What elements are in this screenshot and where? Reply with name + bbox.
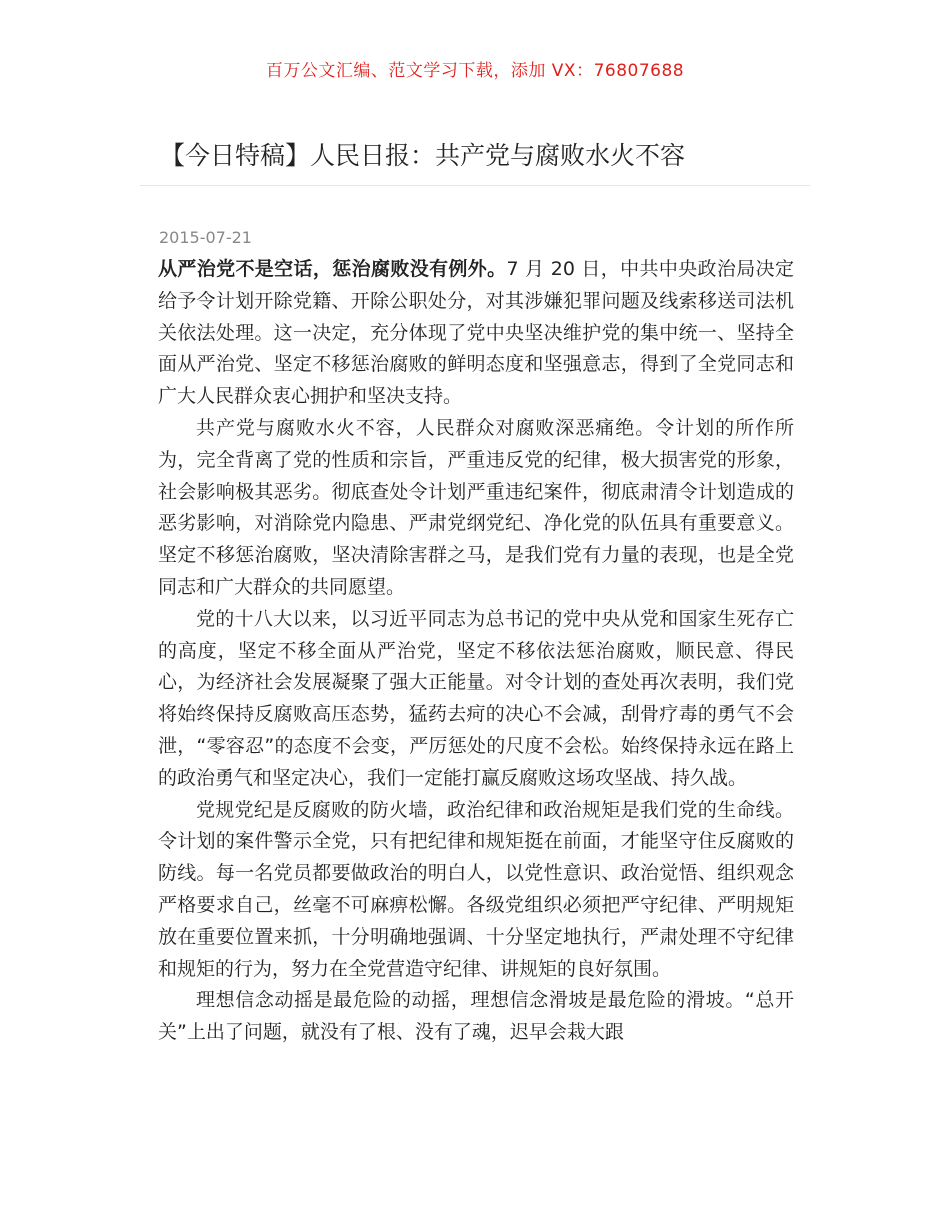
- paragraph: 党规党纪是反腐败的防火墙，政治纪律和政治规矩是我们党的生命线。令计划的案件警示全党，只有把纪律和规矩挺在前面，才能坚守住反腐败的防线。每一名党员都要做政治的明白人，以党性意识、政治觉悟、组织观念严格要求自己，丝毫不可麻痹松懈。各级党组织必须把严守纪律、严明规矩放在重要位置来抓，十分明确地强调、十分坚定地执行，严肃处理不守纪律和规矩的行为，努力在全党营造守纪律、讲规矩的良好氛围。: [158, 798, 794, 980]
- lead-text: 7 月 20 日，中共中央政治局决定给予令计划开除党籍、开除公职处分，对其涉嫌犯罪问题及线索移送司法机关依法处理。这一决定，充分体现了党中央坚决维护党的集中统一、坚持全面从严治党、坚定不移惩治腐败的鲜明态度和坚强意志，得到了全党同志和广大人民群众衷心拥护和坚决支持。: [158, 258, 794, 408]
- lead-bold-text: 从严治党不是空话，惩治腐败没有例外。: [158, 258, 507, 280]
- lead-paragraph: [158, 254, 794, 413]
- article-body: [158, 254, 794, 1049]
- title-divider: [140, 185, 810, 186]
- paragraph: 共产党与腐败水火不容，人民群众对腐败深恶痛绝。令计划的所作所为，完全背离了党的性质和宗旨，严重违反党的纪律，极大损害党的形象，社会影响极其恶劣。彻底查处令计划严重违纪案件，彻底肃清令计划造成的恶劣影响，对消除党内隐患、严肃党纲党纪、净化党的队伍具有重要意义。坚定不移惩治腐败，坚决清除害群之马，是我们党有力量的表现，也是全党同志和广大群众的共同愿望。: [158, 416, 794, 598]
- article-title: 【今日特稿】人民日报：共产党与腐败水火不容: [160, 141, 686, 170]
- paragraph: 理想信念动摇是最危险的动摇，理想信念滑坡是最危险的滑坡。“总开关”上出了问题，就没有了根、没有了魂，迟早会栽大跟: [158, 989, 794, 1044]
- paragraph: 党的十八大以来，以习近平同志为总书记的党中央从党和国家生死存亡的高度，坚定不移全面从严治党，坚定不移依法惩治腐败，顺民意、得民心，为经济社会发展凝聚了强大正能量。对令计划的查处再次表明，我们党将始终保持反腐败高压态势，猛药去疴的决心不会减，刮骨疗毒的勇气不会泄，“零容忍”的态度不会变，严厉惩处的尺度不会松。始终保持永远在路上的政治勇气和坚定决心，我们一定能打赢反腐败这场攻坚战、持久战。: [158, 607, 794, 789]
- watermark-banner: 百万公文汇编、范文学习下载，添加 VX：76807688: [265, 61, 685, 81]
- publish-date: 2015-07-21: [159, 228, 252, 247]
